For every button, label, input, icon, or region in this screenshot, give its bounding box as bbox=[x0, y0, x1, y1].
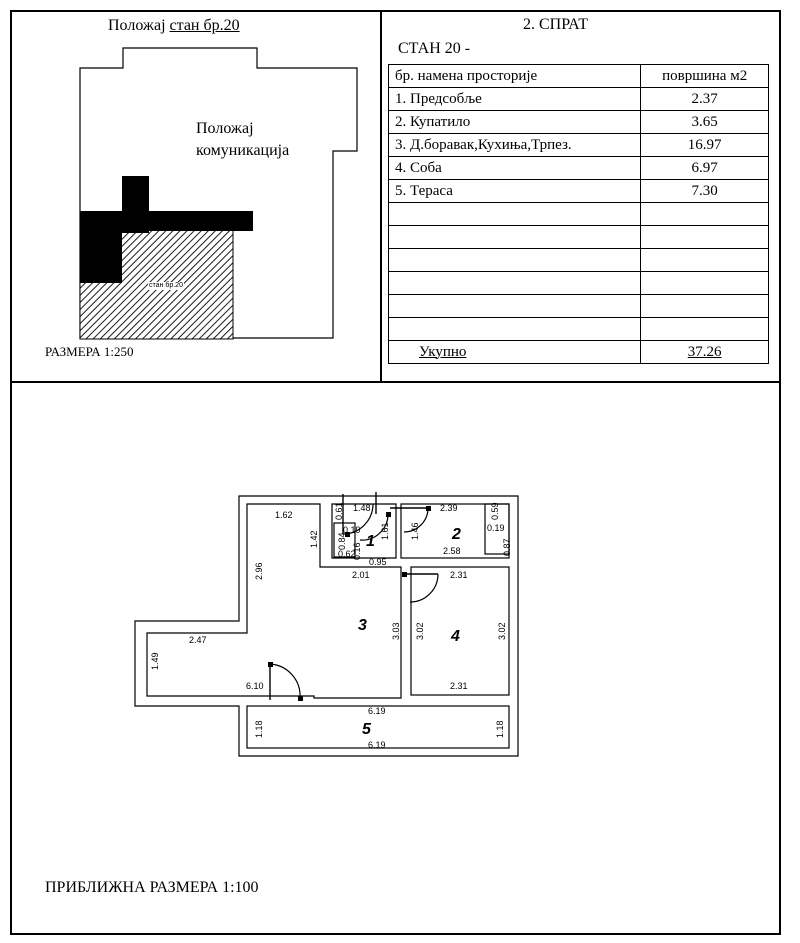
dim-label: 0.87 bbox=[502, 538, 512, 556]
location-title-prefix: Положај bbox=[108, 17, 166, 34]
dim-label: 2.31 bbox=[450, 681, 468, 691]
table-total-row bbox=[389, 341, 769, 364]
apartment-number: СТАН 20 - bbox=[398, 40, 471, 57]
apartment-label: стан бр.20 bbox=[149, 282, 183, 289]
dim-label: 1.61 bbox=[380, 522, 390, 540]
dim-label: 0.19 bbox=[487, 523, 505, 533]
table-row-empty bbox=[389, 295, 769, 318]
table-row-empty bbox=[389, 226, 769, 249]
dim-label: 2.47 bbox=[189, 635, 207, 645]
total-label: Укупно bbox=[419, 343, 467, 360]
dim-label: 1.49 bbox=[150, 652, 160, 670]
communication-label-2: комуникација bbox=[196, 142, 290, 159]
door-stop bbox=[298, 696, 303, 701]
table-row bbox=[389, 134, 769, 157]
room-name: 1. Предсобље bbox=[389, 88, 641, 111]
dim-label: 2.58 bbox=[443, 546, 461, 556]
dim-label: 3.02 bbox=[415, 622, 425, 640]
divider-vertical bbox=[380, 10, 382, 383]
room-number-2: 2 bbox=[452, 526, 461, 543]
door-stop bbox=[426, 506, 431, 511]
total-value: 37.26 bbox=[687, 343, 722, 360]
floor-label: 2. СПРАТ bbox=[523, 16, 588, 33]
dim-label: 1.46 bbox=[410, 522, 420, 540]
room-name: 4. Соба bbox=[389, 157, 641, 180]
room-number-1: 1 bbox=[366, 533, 375, 550]
dim-label: 0.16 bbox=[352, 542, 362, 560]
table-row-empty bbox=[389, 318, 769, 341]
dim-label: 2.01 bbox=[352, 570, 370, 580]
door-stop bbox=[386, 512, 391, 517]
dim-label: 0.59 bbox=[490, 502, 500, 520]
dim-label: 3.03 bbox=[391, 622, 401, 640]
door-arc-terrace bbox=[270, 664, 300, 698]
col-area-header: површина м2 bbox=[641, 65, 769, 88]
plan-scale: ПРИБЛИЖНА РАЗМЕРА 1:100 bbox=[45, 879, 259, 896]
room-area: 3.65 bbox=[641, 111, 769, 134]
rooms-table bbox=[388, 64, 769, 364]
dim-label: 0.84 bbox=[337, 532, 347, 550]
door-stop bbox=[402, 572, 407, 577]
communication-black-v bbox=[122, 176, 149, 233]
room-number-5: 5 bbox=[362, 721, 371, 738]
table-row-empty bbox=[389, 249, 769, 272]
table-header bbox=[389, 65, 769, 88]
table-row bbox=[389, 157, 769, 180]
dim-label: 0.95 bbox=[369, 557, 387, 567]
table-row bbox=[389, 180, 769, 203]
living-room-wall bbox=[147, 504, 401, 698]
dim-label: 2.96 bbox=[254, 562, 264, 580]
room-number-3: 3 bbox=[358, 617, 367, 634]
dim-label: 6.19 bbox=[368, 706, 386, 716]
location-plan bbox=[0, 0, 380, 380]
table-row bbox=[389, 88, 769, 111]
floor-plan bbox=[0, 383, 780, 783]
location-scale: РАЗМЕРА 1:250 bbox=[45, 344, 134, 359]
dim-label: 1.18 bbox=[254, 720, 264, 738]
dim-label: 0.19 bbox=[343, 525, 361, 535]
bedroom-wall bbox=[411, 567, 509, 695]
room-area: 2.37 bbox=[641, 88, 769, 111]
dim-label: 1.62 bbox=[275, 510, 293, 520]
dim-label: 2.31 bbox=[450, 570, 468, 580]
dim-label: 0.61 bbox=[334, 502, 344, 520]
dim-label: 0.62 bbox=[338, 549, 356, 559]
door-stop bbox=[268, 662, 273, 667]
dim-label: 6.10 bbox=[246, 681, 264, 691]
dim-label: 3.02 bbox=[497, 622, 507, 640]
room-name: 5. Тераса bbox=[389, 180, 641, 203]
communication-label-1: Положај bbox=[196, 120, 254, 137]
room-area: 16.97 bbox=[641, 134, 769, 157]
dim-label: 1.48 bbox=[353, 503, 371, 513]
room-area: 7.30 bbox=[641, 180, 769, 203]
col-room-header: бр. намена просторије bbox=[389, 65, 641, 88]
table-row-empty bbox=[389, 203, 769, 226]
dim-label: 2.39 bbox=[440, 503, 458, 513]
dim-label: 6.19 bbox=[368, 740, 386, 750]
communication-black-block bbox=[80, 211, 122, 283]
dim-label: 1.18 bbox=[495, 720, 505, 738]
room-name: 2. Купатило bbox=[389, 111, 641, 134]
room-name: 3. Д.боравак,Кухиња,Трпез. bbox=[389, 134, 641, 157]
room-number-4: 4 bbox=[451, 628, 460, 645]
location-title-apartment: стан бр.20 bbox=[169, 17, 240, 34]
table-row bbox=[389, 111, 769, 134]
door-arc-bedroom bbox=[410, 574, 438, 602]
dim-label: 1.42 bbox=[309, 530, 319, 548]
table-row-empty bbox=[389, 272, 769, 295]
room-area: 6.97 bbox=[641, 157, 769, 180]
